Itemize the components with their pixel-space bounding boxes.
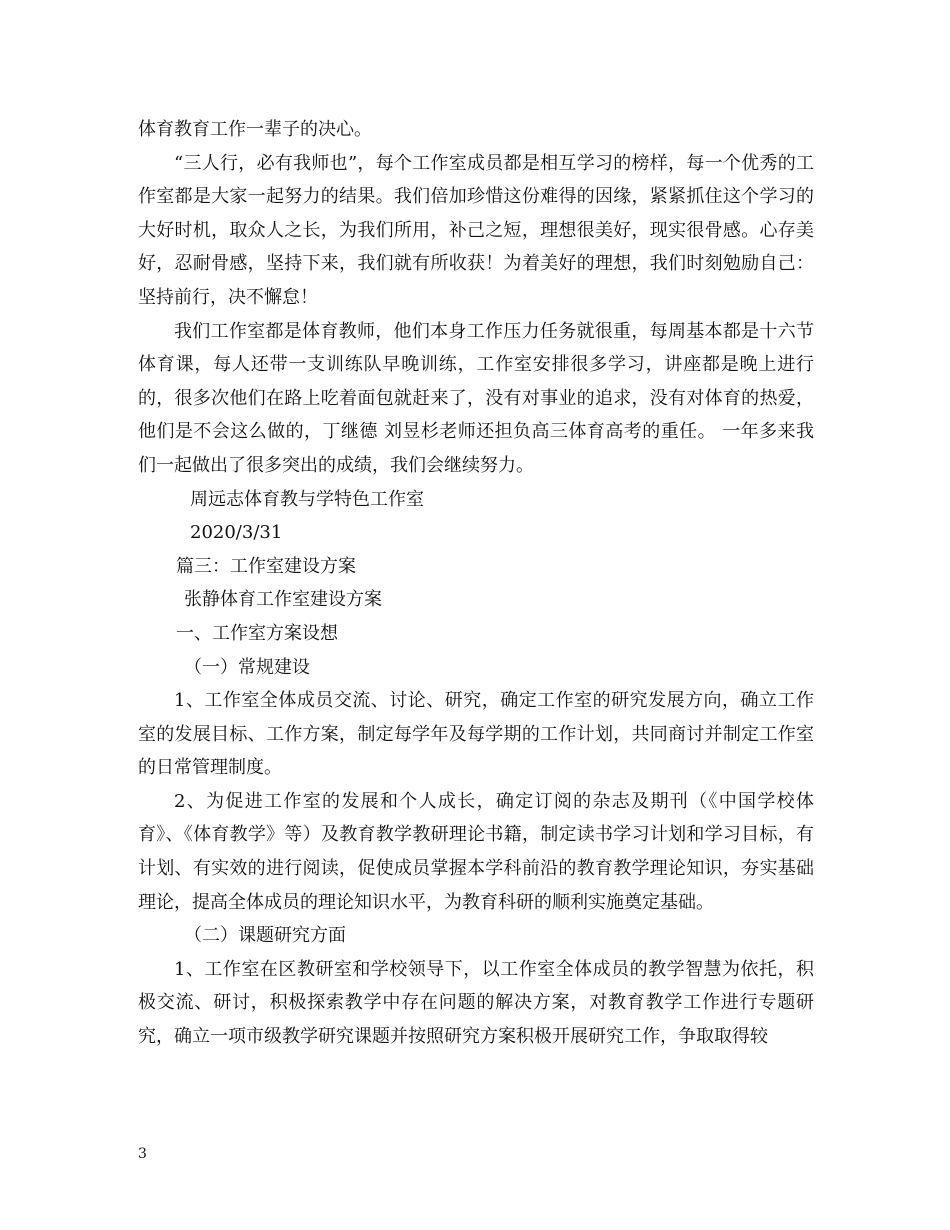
heading-level-1: 一、工作室方案设想 bbox=[176, 622, 338, 644]
document-title: 张静体育工作室建设方案 bbox=[184, 589, 382, 611]
paragraph-body: 1、工作室在区教研室和学校领导下，以工作室全体成员的教学智慧为依托，积极交流、研讨，积极探索教学中存在问题的解决方案，对教育教学工作进行专题研究，确立一项市级教学研究课题并按照研究方案积极开展研究工作，争取取得较 bbox=[138, 958, 814, 1048]
section-heading: 篇三：工作室建设方案 bbox=[176, 555, 356, 577]
paragraph-body: 1、工作室全体成员交流、讨论、研究，确定工作室的研究发展方向，确立工作室的发展目标、工作方案，制定每学年及每学期的工作计划，共同商讨并制定工作室的日常管理制度。 bbox=[138, 690, 814, 779]
heading-level-2: （二）课题研究方面 bbox=[184, 925, 346, 947]
document-body bbox=[138, 113, 814, 1054]
paragraph-body: 我们工作室都是体育教师，他们本身工作压力任务就很重，每周基本都是十六节体育课，每人还带一支训练队早晚训练，工作室安排很多学习，讲座都是晚上进行的，很多次他们在路上吃着面包就赶来了，没有对事业的追求，没有对体育的热爱，他们是不会这么做的，丁继德 刘昱杉老师还担负高三体育高考的重任。 一年多来我们一起做出了很多突出的成绩，我们会继续努力。 bbox=[138, 320, 814, 476]
heading-level-2: （一）常规建设 bbox=[184, 656, 310, 678]
paragraph-continuation: 体育教育工作一辈子的决心。 bbox=[138, 119, 372, 140]
paragraph-body: 2、为促进工作室的发展和个人成长，确定订阅的杂志及期刊（《中国学校体育》、《体育教学》等）及教育教学教研理论书籍，制定读书学习计划和学习目标，有计划、有实效的进行阅读，促使成员掌握本学科前沿的教育教学理论知识，夯实基础理论，提高全体成员的理论知识水平，为教育科研的顺利实施奠定基础。 bbox=[138, 790, 814, 913]
paragraph-body: “三人行，必有我师也”，每个工作室成员都是相互学习的榜样，每一个优秀的工作室都是大家一起努力的结果。我们倍加珍惜这份难得的因缘，紧紧抓住这个学习的大好时机，取众人之长，为我们所用，补己之短，理想很美好，现实很骨感。心存美好，忍耐骨感，坚持下来，我们就有所收获！为着美好的理想，我们时刻勉励自己：坚持前行，决不懈怠！ bbox=[138, 152, 814, 308]
signature-studio-name: 周远志体育教与学特色工作室 bbox=[190, 488, 424, 510]
signature-date: 2020/3/31 bbox=[190, 522, 283, 544]
page-number: 3 bbox=[138, 1146, 147, 1162]
